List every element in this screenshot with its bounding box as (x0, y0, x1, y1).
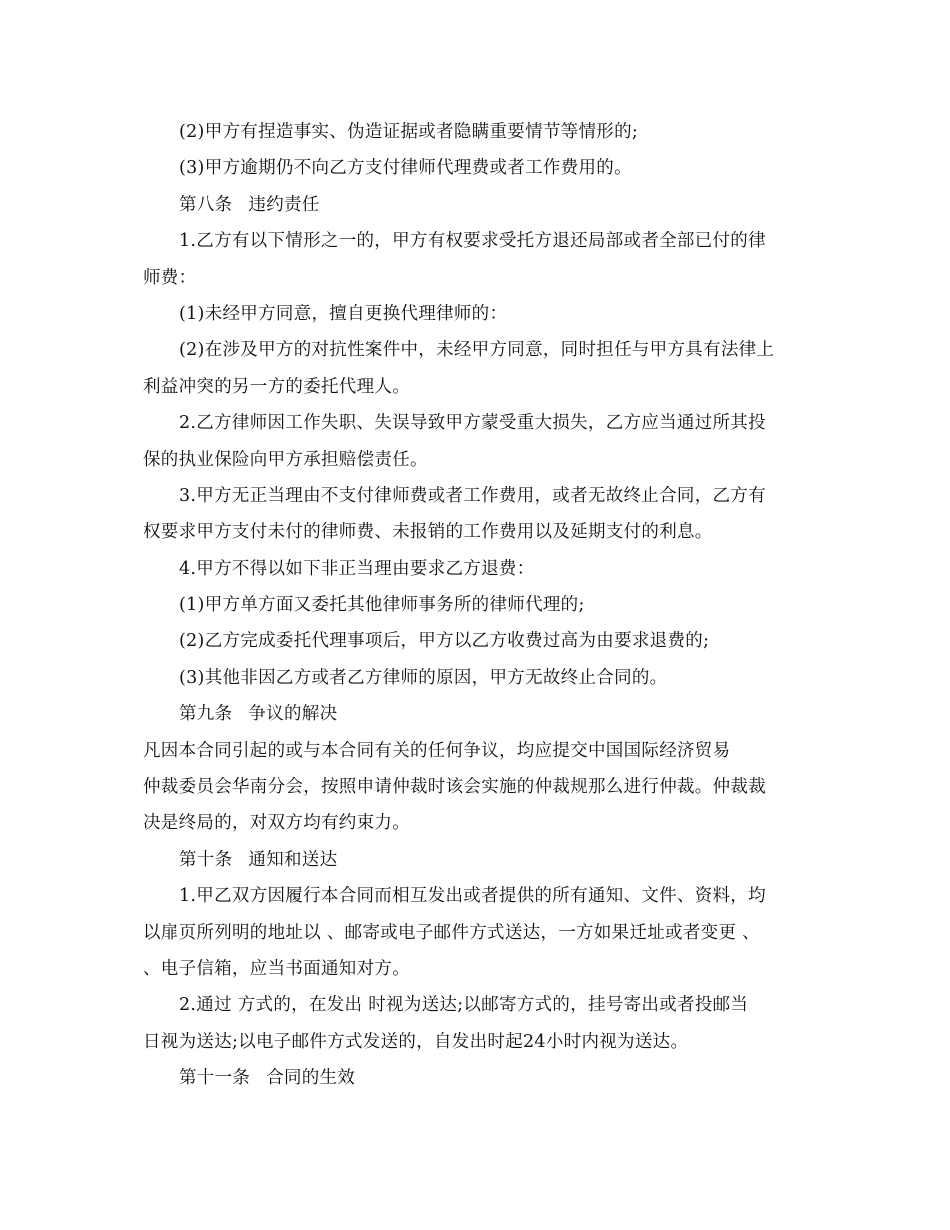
article-heading (0, 842, 950, 878)
article-title: 合同的生效 (266, 1068, 356, 1089)
doc-line: 日视为送达;以电子邮件方式发送的，自发出时起24小时内视为送达。 (143, 1031, 689, 1052)
doc-line: (2)甲方有捏造事实、伪造证据或者隐瞒重要情节等情形的; (179, 122, 639, 142)
doc-line: 仲裁委员会华南分会，按照申请仲裁时该会实施的仲裁规那么进行仲裁。仲裁裁 (143, 777, 766, 798)
doc-line: 、电子信箱，应当书面通知对方。 (143, 958, 410, 979)
doc-line: (2)在涉及甲方的对抗性案件中，未经甲方同意，同时担任与甲方具有法律上 (179, 340, 775, 361)
contract-body (0, 114, 950, 1097)
doc-line: 利益冲突的另一方的委托代理人。 (143, 376, 410, 397)
article-number: 第九条 (179, 704, 233, 725)
doc-line: 2.乙方律师因工作失职、失误导致甲方蒙受重大损失，乙方应当通过所其投 (179, 413, 766, 434)
doc-line: 决是终局的，对双方均有约束力。 (143, 813, 410, 834)
doc-line: (1)未经甲方同意，擅自更换代理律师的： (179, 303, 508, 324)
doc-line: 凡因本合同引起的或与本合同有关的任何争议，均应提交中国国际经济贸易 (143, 740, 731, 761)
doc-line: 3.甲方无正当理由不支付律师费或者工作费用，或者无故终止合同，乙方有 (179, 485, 766, 506)
doc-line: 以扉页所列明的地址以 、邮寄或电子邮件方式送达，一方如果迁址或者变更 、 (143, 922, 760, 943)
article-number: 第十一条 (179, 1068, 251, 1089)
doc-line: 保的执业保险向甲方承担赔偿责任。 (143, 449, 428, 470)
article-heading (0, 696, 950, 732)
article-heading (0, 187, 950, 223)
article-title: 违约责任 (248, 194, 320, 215)
doc-line: (3)甲方逾期仍不向乙方支付律师代理费或者工作费用的。 (179, 158, 632, 179)
doc-line: (1)甲方单方面又委托其他律师事务所的律师代理的; (179, 595, 585, 616)
doc-line: (3)其他非因乙方或者乙方律师的原因，甲方无故终止合同的。 (179, 667, 668, 688)
doc-line: 1.乙方有以下情形之一的，甲方有权要求受托方退还局部或者全部已付的律 (179, 231, 766, 252)
doc-line: 2.通过 方式的，在发出 时视为送达;以邮寄方式的，挂号寄出或者投邮当 (179, 995, 749, 1016)
doc-line: 4.甲方不得以如下非正当理由要求乙方退费： (179, 558, 535, 579)
article-number: 第八条 (179, 194, 233, 215)
article-number: 第十条 (179, 849, 233, 870)
article-heading (0, 1060, 950, 1096)
doc-line: 1.甲乙双方因履行本合同而相互发出或者提供的所有通知、文件、资料，均 (179, 886, 766, 907)
doc-line: (2)乙方完成委托代理事项后，甲方以乙方收费过高为由要求退费的; (179, 631, 710, 652)
doc-line: 师费： (143, 267, 197, 288)
doc-line: 权要求甲方支付未付的律师费、未报销的工作费用以及延期支付的利息。 (143, 522, 713, 543)
article-title: 争议的解决 (248, 704, 338, 725)
article-title: 通知和送达 (248, 849, 338, 870)
